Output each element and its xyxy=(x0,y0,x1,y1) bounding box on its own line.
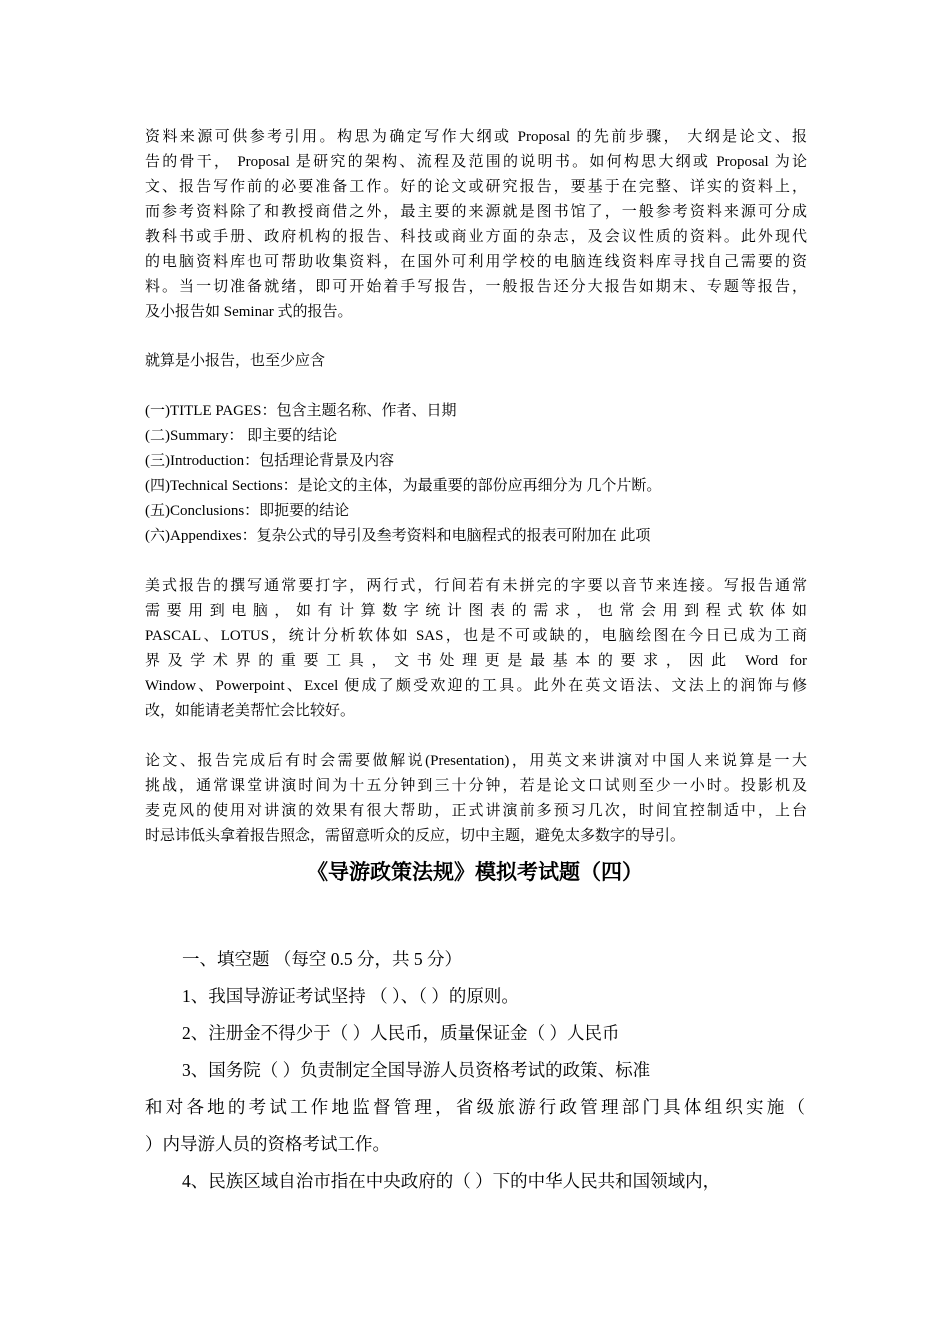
list-item-title-pages: (一)TITLE PAGES：包含主题名称、作者、日期 xyxy=(145,403,457,419)
text-line: 教科书或手册、政府机构的报告、科技或商业方面的杂志，及会议性质的资料。此外现代 xyxy=(145,229,807,245)
text-line: 资料来源可供参考引用。构思为确定写作大纲或 Proposal 的先前步骤， 大纲是论文、报 xyxy=(145,129,807,145)
paragraph-references xyxy=(145,125,807,325)
text-line: 美式报告的撰写通常要打字，两行式，行间若有未拼完的字要以音节来连接。写报告通常 xyxy=(145,578,807,594)
list-item-summary: (二)Summary： 即主要的结论 xyxy=(145,428,338,444)
paragraph-presentation xyxy=(145,749,807,849)
text-line: PASCAL、LOTUS，统计分析软体如 SAS，也是不可或缺的，电脑绘图在今日已成为工商 xyxy=(145,628,807,644)
question-4: 4、民族区域自治市指在中央政府的（ ）下的中华人民共和国领域内， xyxy=(182,1171,721,1191)
text-line: 时忌讳低头拿着报告照念，需留意听众的反应，切中主题，避免太多数字的导引。 xyxy=(145,828,686,844)
question-3-line-1: 3、国务院（ ）负责制定全国导游人员资格考试的政策、标准 xyxy=(182,1060,651,1080)
text-line: 改，如能请老美帮忙会比较好。 xyxy=(145,703,356,719)
exam-title: 《导游政策法规》模拟考试题（四） xyxy=(307,860,643,884)
list-item-introduction: (三)Introduction：包括理论背景及内容 xyxy=(145,453,395,469)
text-line: 告的骨干， Proposal 是研究的架构、流程及范围的说明书。如何构思大纲或 Proposal 为论 xyxy=(145,154,807,170)
text-line: 料。当一切准备就绪，即可开始着手写报告，一般报告还分大报告如期末、专题等报告， xyxy=(145,279,807,295)
question-1: 1、我国导游证考试坚持 （ ）、（ ）的原则。 xyxy=(182,986,519,1006)
text-line: 需要用到电脑，如有计算数字统计图表的需求，也常会用到程式软体如 xyxy=(145,603,807,619)
text-line: 而参考资料除了和教授商借之外，最主要的来源就是图书馆了，一般参考资料来源可分成 xyxy=(145,204,807,220)
section-fill-in-blank-heading: 一、填空题 （每空 0.5 分，共 5 分） xyxy=(182,949,462,969)
paragraph-minimum-contents: 就算是小报告，也至少应含 xyxy=(145,353,326,369)
text-line: 麦克风的使用对讲演的效果有很大帮助，正式讲演前多预习几次，时间宜控制适中，上台 xyxy=(145,803,807,819)
text-line: 文、报告写作前的必要准备工作。好的论文或研究报告，要基于在完整、详实的资料上， xyxy=(145,179,807,195)
text-line: 界及学术界的重要工具，文书处理更是最基本的要求，因此 Word for xyxy=(145,653,807,669)
text-line: 的电脑资料库也可帮助收集资料，在国外可利用学校的电脑连线资料库寻找自己需要的资 xyxy=(145,254,807,270)
text-line: 挑战，通常课堂讲演时间为十五分钟到三十分钟，若是论文口试则至少一小时。投影机及 xyxy=(145,778,807,794)
question-3-line-2: 和对各地的考试工作地监督管理，省级旅游行政管理部门具体组织实施（ xyxy=(145,1097,805,1117)
text-line: Window、Powerpoint、Excel 便成了颇受欢迎的工具。此外在英文语法、文法上的润饰与修 xyxy=(145,678,807,694)
text-line: 及小报告如 Seminar 式的报告。 xyxy=(145,304,353,320)
paragraph-american-report xyxy=(145,574,807,724)
question-2: 2、注册金不得少于（ ）人民币，质量保证金（ ）人民币 xyxy=(182,1023,620,1043)
list-item-appendixes: (六)Appendixes：复杂公式的导引及叁考资料和电脑程式的报表可附加在 此项 xyxy=(145,528,651,544)
list-item-technical-sections: (四)Technical Sections：是论文的主体，为最重要的部份应再细分为 几个片断。 xyxy=(145,478,662,494)
question-3-line-3: ）内导游人员的资格考试工作。 xyxy=(145,1134,390,1154)
text-line: 论文、报告完成后有时会需要做解说(Presentation)，用英文来讲演对中国人来说算是一大 xyxy=(145,753,807,769)
list-item-conclusions: (五)Conclusions：即扼要的结论 xyxy=(145,503,350,519)
